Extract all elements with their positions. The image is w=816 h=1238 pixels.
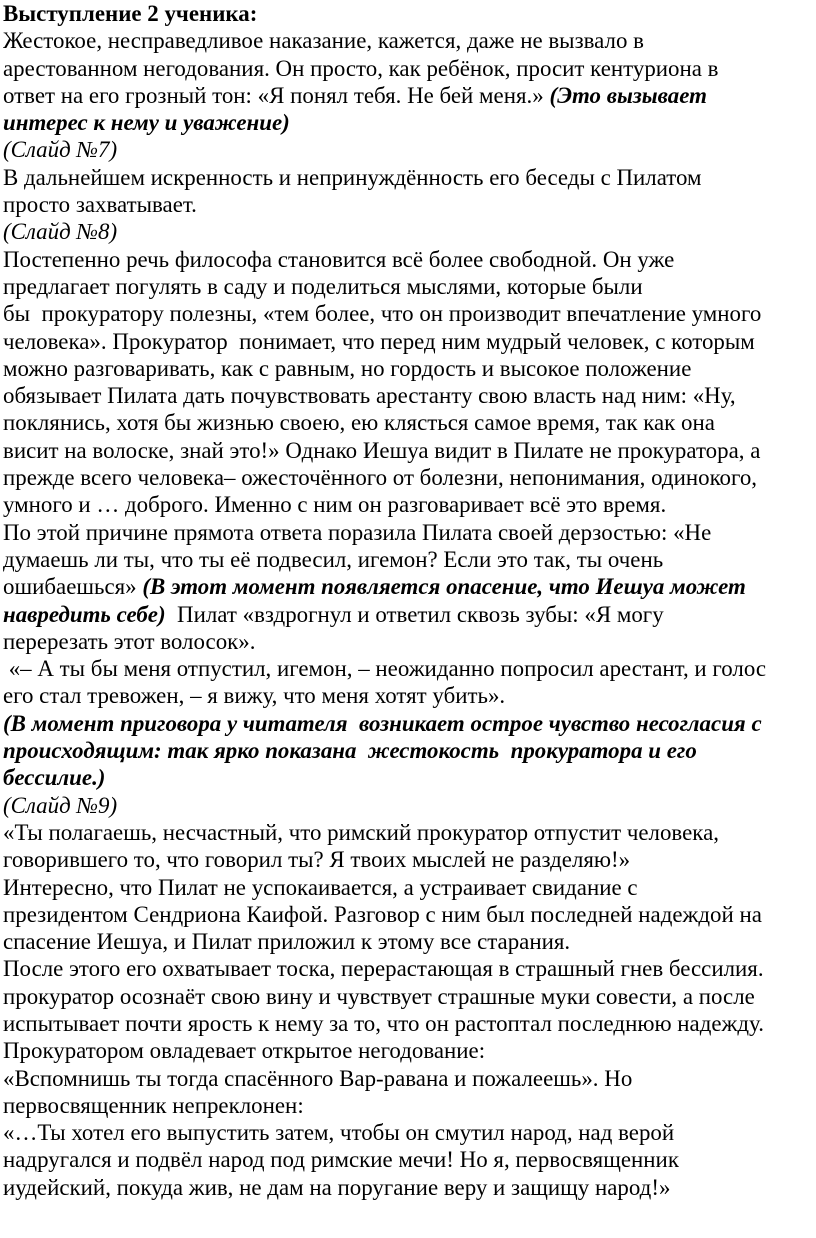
text-line [3, 1065, 809, 1092]
text-line [3, 1092, 809, 1119]
text-line [3, 737, 809, 764]
text-line [3, 682, 809, 709]
text-line [3, 437, 809, 464]
text-line [3, 1037, 809, 1064]
text-run: спасение Иешуа, и Пилат приложил к этому все старания. [3, 929, 571, 955]
text-line [3, 409, 809, 436]
text-line [3, 328, 809, 355]
text-run: иудейский, покуда жив, не дам на поругание веру и защищу народ!» [3, 1174, 671, 1200]
emphasis-run: (В этот момент появляется опасение, что Иешуа может [142, 574, 746, 600]
text-run: первосвященник непреклонен: [3, 1092, 304, 1118]
text-line [3, 846, 809, 873]
text-line [3, 273, 809, 300]
text-run: По этой причине прямота ответа поразила Пилата своей дерзостью: «Не [3, 519, 712, 545]
text-line [3, 109, 809, 136]
text-line [3, 1146, 809, 1173]
document-body [3, 27, 812, 1201]
emphasis-run: происходящим: так ярко показана жестокость прокуратора и его [3, 738, 697, 764]
text-run: ответ на его грозный тон: «Я понял тебя. Не бей меня.» [3, 82, 550, 108]
text-line [3, 655, 809, 682]
text-run: его стал тревожен, – я вижу, что меня хотят убить». [3, 683, 506, 709]
text-run: «Вспомнишь ты тогда спасённого Вар-равана и пожалеешь». Но [3, 1065, 633, 1091]
text-run: Интересно, что Пилат не успокаивается, а устраивает свидание с [3, 874, 638, 900]
text-line [3, 819, 809, 846]
text-line [3, 792, 809, 819]
emphasis-run: навредить себе) [3, 601, 166, 627]
text-run: «– А ты бы меня отпустил, игемон, – неожиданно попросил арестант, и голос [3, 656, 767, 682]
text-run: испытывает почти ярость к нему за то, что он растоптал последнюю надежду. [3, 1010, 764, 1036]
text-run: После этого его охватывает тоска, перерастающая в страшный гнев бессилия. [3, 956, 764, 982]
text-line [3, 300, 809, 327]
text-line [3, 82, 809, 109]
text-run: Пилат «вздрогнул и ответил сквозь зубы: «Я могу [165, 601, 664, 627]
text-line [3, 955, 809, 982]
text-run: «Ты полагаешь, несчастный, что римский прокуратор отпустит человека, [3, 819, 719, 845]
slide-note: (Слайд №8) [3, 219, 118, 245]
text-line [3, 546, 809, 573]
text-line [3, 491, 809, 518]
text-line [3, 382, 809, 409]
text-line [3, 874, 809, 901]
text-run: висит на волоске, знай это!» Однако Иешуа видит в Пилате не прокуратора, а [3, 437, 761, 463]
text-line [3, 218, 809, 245]
text-run: «…Ты хотел его выпустить затем, чтобы он смутил народ, над верой [3, 1120, 675, 1146]
text-run: перерезать этот волосок». [3, 628, 256, 654]
emphasis-run: интерес к нему и уважение) [3, 110, 290, 136]
text-run: поклянись, хотя бы жизнью своею, ею клясться самое время, так как она [3, 410, 715, 436]
text-run: Жестокое, несправедливое наказание, кажется, даже не вызвало в [3, 28, 644, 54]
slide-note: (Слайд №7) [3, 137, 118, 163]
text-line [3, 983, 809, 1010]
text-run: бы прокуратору полезны, «тем более, что он производит впечатление умного [3, 301, 762, 327]
text-line [3, 164, 809, 191]
text-run: В дальнейшем искренность и непринуждённость его беседы с Пилатом [3, 164, 702, 190]
text-run: предлагает погулять в саду и поделиться мыслями, которые были [3, 273, 643, 299]
text-run: Прокуратором овладевает открытое негодование: [3, 1038, 486, 1064]
text-run: прежде всего человека– ожесточённого от болезни, непонимания, одинокого, [3, 465, 758, 491]
text-run: арестованном негодования. Он просто, как ребёнок, просит кентуриона в [3, 55, 719, 81]
text-line [3, 764, 809, 791]
text-run: президентом Сендриона Каифой. Разговор с ним был последней надеждой на [3, 901, 762, 927]
text-run: прокуратор осознаёт свою вину и чувствует страшные муки совести, а после [3, 983, 755, 1009]
text-line [3, 901, 809, 928]
emphasis-run: (В момент приговора у читателя возникает острое чувство несогласия с [3, 710, 762, 736]
text-line [3, 27, 809, 54]
text-run: надругался и подвёл народ под римские мечи! Но я, первосвященник [3, 1147, 679, 1173]
text-line [3, 573, 809, 600]
text-line [3, 928, 809, 955]
text-line [3, 464, 809, 491]
text-line [3, 1174, 809, 1201]
text-line [3, 246, 809, 273]
text-line [3, 355, 809, 382]
text-run: думаешь ли ты, что ты её подвесил, игемон? Если это так, ты очень [3, 546, 664, 572]
text-run: Постепенно речь философа становится всё более свободной. Он уже [3, 246, 675, 272]
text-line [3, 1010, 809, 1037]
text-line [3, 55, 809, 82]
text-line [3, 1119, 809, 1146]
text-run: ошибаешься» [3, 574, 143, 600]
text-line [3, 519, 809, 546]
text-line [3, 601, 809, 628]
emphasis-run: бессилие.) [3, 765, 106, 791]
slide-note: (Слайд №9) [3, 792, 118, 818]
text-line [3, 136, 809, 163]
text-run: просто захватывает. [3, 192, 197, 218]
document-heading: Выступление 2 ученика: [3, 1, 258, 26]
text-run: человека». Прокуратор понимает, что перед ним мудрый человек, с которым [3, 328, 755, 354]
text-run: обязывает Пилата дать почувствовать арестанту свою власть над ним: «Ну, [3, 383, 736, 409]
emphasis-run: (Это вызывает [549, 82, 707, 108]
text-run: говорившего то, что говорил ты? Я твоих мыслей не разделяю!» [3, 847, 631, 873]
text-line [3, 191, 809, 218]
text-run: можно разговаривать, как с равным, но гордость и высокое положение [3, 355, 692, 381]
text-run: умного и … доброго. Именно с ним он разговаривает всё это время. [3, 492, 667, 518]
text-line [3, 710, 809, 737]
text-line [3, 628, 809, 655]
